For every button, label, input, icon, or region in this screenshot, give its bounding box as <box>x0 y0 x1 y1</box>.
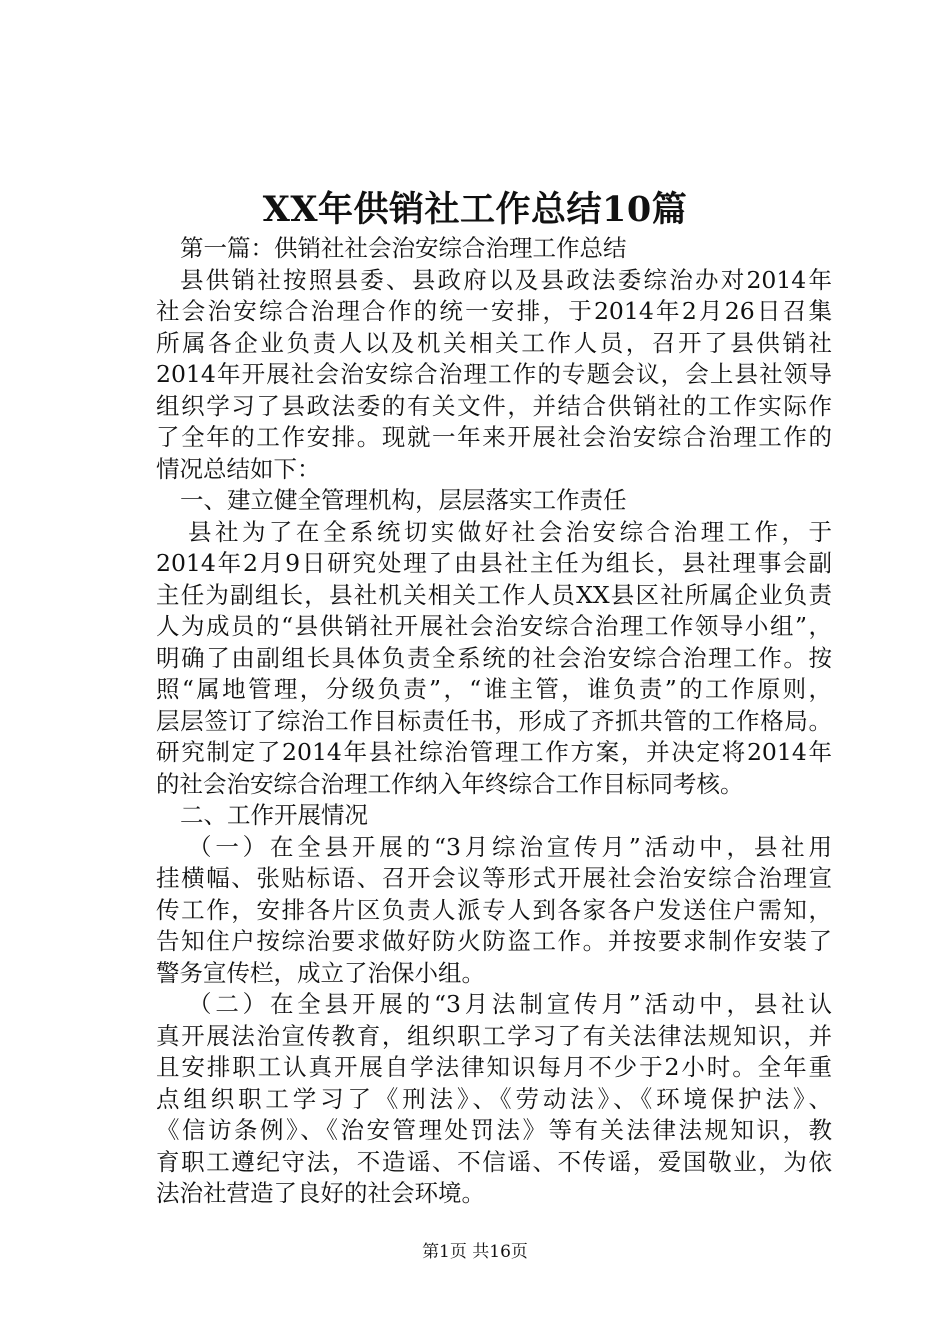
paragraph-line: 真开展法治宣传教育，组织职工学习了有关法律法规知识，并 <box>156 1021 832 1050</box>
section-heading-1: 第一篇：供销社社会治安综合治理工作总结 <box>180 234 627 262</box>
paragraph-line: 警务宣传栏，成立了治保小组。 <box>156 958 485 987</box>
paragraph-line: 传工作，安排各片区负责人派专人到各家各户发送住户需知， <box>156 895 832 924</box>
paragraph-line: 2014年2月9日研究处理了由县社主任为组长，县社理事会副 <box>156 549 832 577</box>
paragraph-line: 且安排职工认真开展自学法律知识每月不少于2小时。全年重 <box>156 1053 832 1081</box>
page-footer: 第1页 共16页 <box>422 1242 528 1262</box>
paragraph-line: 的社会治安综合治理工作纳入年终综合工作目标同考核。 <box>156 769 744 798</box>
paragraph-line: 人为成员的“县供销社开展社会治安综合治理工作领导小组”， <box>156 612 832 640</box>
document-body <box>156 233 832 1210</box>
paragraph-line: 主任为副组长，县社机关相关工作人员XX县区社所属企业负责 <box>156 580 832 609</box>
paragraph-line: 告知住户按综治要求做好防火防盗工作。并按要求制作安装了 <box>156 927 832 955</box>
paragraph-line: （一）在全县开展的“3月综治宣传月”活动中，县社用 <box>188 832 832 861</box>
document-title: XX年供销社工作总结10篇 <box>262 189 688 230</box>
paragraph-line: 了全年的工作安排。现就一年来开展社会治安综合治理工作的 <box>156 423 832 451</box>
paragraph-line: 点组织职工学习了《刑法》、《劳动法》、《环境保护法》、 <box>156 1084 832 1113</box>
paragraph-line: 社会治安综合治理合作的统一安排，于2014年2月26日召集 <box>156 297 832 325</box>
paragraph-line: 县供销社按照县委、县政府以及县政法委综治办对2014年 <box>180 265 832 294</box>
paragraph-line: 照“属地管理，分级负责”，“谁主管，谁负责”的工作原则， <box>156 675 832 703</box>
paragraph-line: 挂横幅、张贴标语、召开会议等形式开展社会治安综合治理宣 <box>156 864 832 892</box>
paragraph-line: 所属各企业负责人以及机关相关工作人员，召开了县供销社 <box>156 328 832 357</box>
paragraph-line: 育职工遵纪守法，不造谣、不信谣、不传谣，爱国敬业，为依 <box>156 1147 832 1176</box>
paragraph-line: 县社为了在全系统切实做好社会治安综合治理工作，于 <box>188 517 832 546</box>
paragraph-line: 法治社营造了良好的社会环境。 <box>156 1179 485 1207</box>
section-heading: 二、工作开展情况 <box>180 801 368 829</box>
paragraph-line: 明确了由副组长具体负责全系统的社会治安综合治理工作。按 <box>156 643 832 672</box>
paragraph-line: 《信访条例》、《治安管理处罚法》等有关法律法规知识，教 <box>156 1116 832 1144</box>
paragraph-line: 层层签订了综治工作目标责任书，形成了齐抓共管的工作格局。 <box>156 706 832 735</box>
paragraph-line: 研究制定了2014年县社综治管理工作方案，并决定将2014年 <box>156 738 832 766</box>
paragraph-line: 2014年开展社会治安综合治理工作的专题会议，会上县社领导 <box>156 360 832 388</box>
paragraph-line: 情况总结如下： <box>156 454 321 483</box>
section-heading: 一、建立健全管理机构，层层落实工作责任 <box>180 486 627 514</box>
paragraph-line: 组织学习了县政法委的有关文件，并结合供销社的工作实际作 <box>156 391 832 420</box>
paragraph-line: （二）在全县开展的“3月法制宣传月”活动中，县社认 <box>188 990 832 1018</box>
